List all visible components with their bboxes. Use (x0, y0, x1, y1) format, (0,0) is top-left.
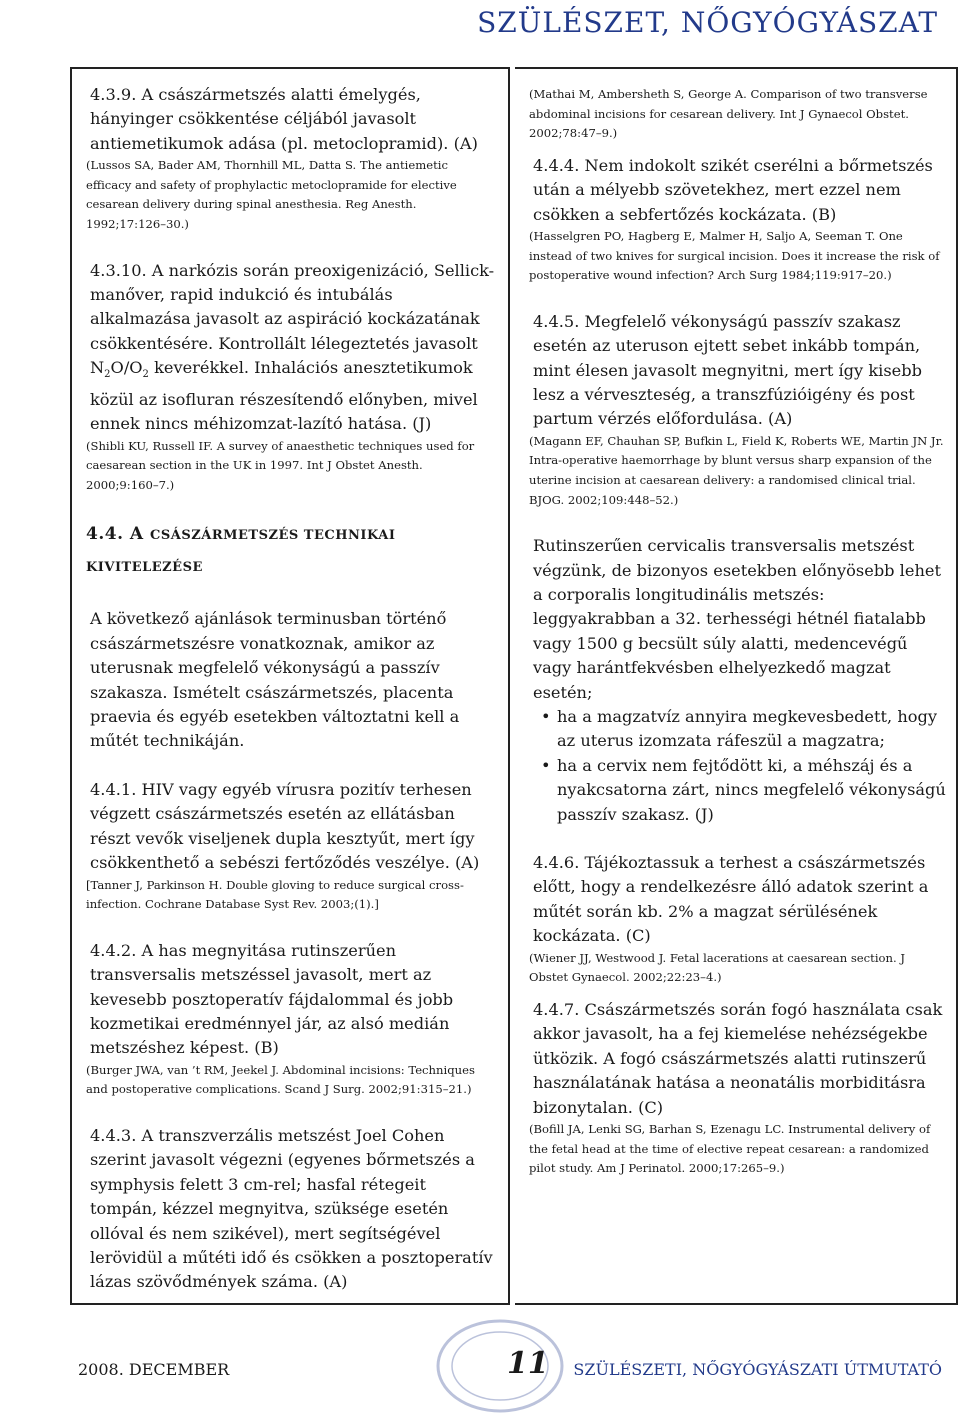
section-title: CSÁSZÁRMETSZÉS TECHNIKAI KIVITELEZÉSE (86, 528, 396, 576)
footer-guide-title: SZÜLÉSZETI, NŐGYÓGYÁSZATI ÚTMUTATÓ (573, 1360, 942, 1379)
reference-4-3-10: (Shibli KU, Russell IF. A survey of anaesthetic techniques used for caesarean section in the UK in 1997. Int J Obstet Anesth. 2000;9:160–7.) (86, 438, 475, 492)
recommendation-4-4-7: 4.4.7. Császármetszés során fogó használata csak akkor javasolt, ha a fej kiemelése nehézségekbe ütközik. A fogó császármetszés alatti rutinszerű használatának hatása a neonatális morbiditásra bizonytalan. (C) (533, 999, 943, 1117)
page-header (0, 0, 960, 50)
section-number: 4.4. A (86, 524, 144, 545)
left-column (70, 67, 510, 1305)
reference-4-4-7: (Bofill JA, Lenki SG, Barhan S, Ezenagu LC. Instrumental delivery of the fetal head at the time of elective repeat cesarean: a randomized pilot study. Am J Perinatol. 2000;17:265–9.) (529, 1121, 931, 1176)
recommendation-4-4-5: 4.4.5. Megfelelő vékonyságú passzív szakasz esetén az uteruson ejtett sebet inkább tompán, mint élesen javasolt megnyitni, mert így kisebb lesz a vérveszteség, a transzfúzióigény és post partum vérzés előfordulása. (A) (533, 311, 922, 429)
right-column (515, 67, 958, 1305)
header-title: SZÜLÉSZET, NŐGYÓGYÁSZAT (477, 6, 938, 39)
society-seal-icon (430, 1316, 570, 1416)
recommendation-4-3-10 (86, 259, 496, 437)
reference-4-3-9: (Lussos SA, Bader AM, Thornhill ML, Datta S. The antiemetic efficacy and safety of prophylactic metoclopramide for elective cesarean delivery during spinal anesthesia. Reg Anesth. 1992;17:126–30.) (86, 158, 457, 231)
section-heading-4-4 (86, 519, 496, 583)
subscript-2a: 2 (104, 369, 111, 381)
recommendation-4-4-2: 4.4.2. A has megnyitása rutinszerűen transversalis metszéssel javasolt, mert az kevesebb posztoperatív fájdalommal és jobb kozmetikai eredménnyel jár, az alsó medián metszéshez képest. (B) (90, 940, 454, 1058)
recommendation-4-4-1: 4.4.1. HIV vagy egyéb vírusra pozitív terhesen végzett császármetszés esetén az ellátásban részt vevők viseljenek dupla kesztyűt, mert így csökkenthető a sebészi fertőződés veszélye. (A) (90, 779, 480, 873)
rec-4-3-10-part-a: 4.3.10. A narkózis során preoxigenizáció, Sellick-manőver, rapid indukció és intubálás alkalmazása javasolt az aspiráció kockázatának csökkentésére. Kontrollált lélegeztetés javasolt N (90, 260, 495, 378)
section-intro: A következő ajánlások terminusban történő császármetszésre vonatkoznak, amikor az uterusnak megfelelő vékonyságú a passzív szakasza. Ismételt császármetszés, placenta praevia és egyéb esetekben változtatni kell a műtét technikáján. (90, 609, 460, 751)
indication-list (529, 705, 946, 827)
routine-incision-paragraph: Rutinszerűen cervicalis transversalis metszést végzünk, de bizonyos esetekben előnyösebb lehet a corporalis longitudinális metszés: leggyakrabban a 32. terhességi hétnél fiatalabb vagy 1500 g becsült súly alatti, medencevégű vagy harántfekvésben elhelyezkedő magzat esetén; (533, 536, 941, 702)
rec-4-3-10-mid: O/O (110, 358, 143, 378)
reference-4-4-1: [Tanner J, Parkinson H. Double gloving to reduce surgical cross-infection. Cochrane Database Syst Rev. 2003;(1).] (86, 877, 464, 912)
list-item: • ha a magzatvíz annyira megkevesbedett, hogy az uterus izomzata ráfeszül a magzatra; (547, 705, 946, 754)
reference-4-4-5: (Magann EF, Chauhan SP, Bufkin L, Field K, Roberts WE, Martin JN Jr. Intra-operative haemorrhage by blunt versus sharp expansion of the uterine incision at caesarean delivery: a randomised clinical trial. BJOG. 2002;109:448–52.) (529, 433, 944, 507)
subscript-2b: 2 (142, 369, 149, 381)
list-item: • ha a cervix nem fejtődött ki, a méhszáj és a nyakcsatorna zárt, nincs megfelelő vékonyságú passzív szakasz. (J) (547, 754, 946, 827)
page-number: 11 (507, 1346, 549, 1381)
reference-4-4-6: (Wiener JJ, Westwood J. Fetal lacerations at caesarean section. J Obstet Gynaecol. 2002;22:23–4.) (529, 950, 905, 985)
recommendation-4-3-9: 4.3.9. A császármetszés alatti émelygés, hányinger csökkentése céljából javasolt antiemetikumok adása (pl. metoclopramid). (A) (90, 85, 478, 153)
reference-4-4-3: (Mathai M, Ambersheth S, George A. Comparison of two transverse abdominal incisions for cesarean delivery. Int J Gynaecol Obstet. 2002;78:47–9.) (529, 87, 928, 141)
reference-4-4-4: (Hasselgren PO, Hagberg E, Malmer H, Saljo A, Seeman T. One instead of two knives for surgical incision. Does it increase the risk of postoperative wound infection? Arch Surg 1984;119:917–20.) (529, 229, 940, 283)
recommendation-4-4-4: 4.4.4. Nem indokolt szikét cserélni a bőrmetszés után a mélyebb szövetekhez, mert ezzel nem csökken a sebfertőzés kockázata. (B) (533, 155, 933, 224)
recommendation-4-4-6: 4.4.6. Tájékoztassuk a terhest a császármetszés előtt, hogy a rendelkezésre álló adatok szerint a műtét során kb. 2% a magzat sérülésének kockázata. (C) (533, 853, 929, 946)
rec-4-3-10-part-b: keverékkel. Inhalációs anesztetikumok közül az isofluran részesítendő előnyben, mivel ennek nincs méhizomzat-lazító hatása. (J) (90, 358, 478, 434)
recommendation-4-4-3: 4.4.3. A transzverzális metszést Joel Cohen szerint javasolt végezni (egyenes bőrmetszés a symphysis felett 3 cm-rel; hasfal rétegeit tompán, kézzel megnyitva, szüksége esetén ollóval és nem szikével), mert segítségével lerövidül a műtéti idő és csökken a posztoperatív lázas szövődmények száma. (A) (90, 1125, 493, 1292)
footer-date: 2008. DECEMBER (78, 1360, 230, 1379)
reference-4-4-2: (Burger JWA, van ’t RM, Jeekel J. Abdominal incisions: Techniques and postoperative complications. Scand J Surg. 2002;91:315–21.) (86, 1062, 475, 1097)
